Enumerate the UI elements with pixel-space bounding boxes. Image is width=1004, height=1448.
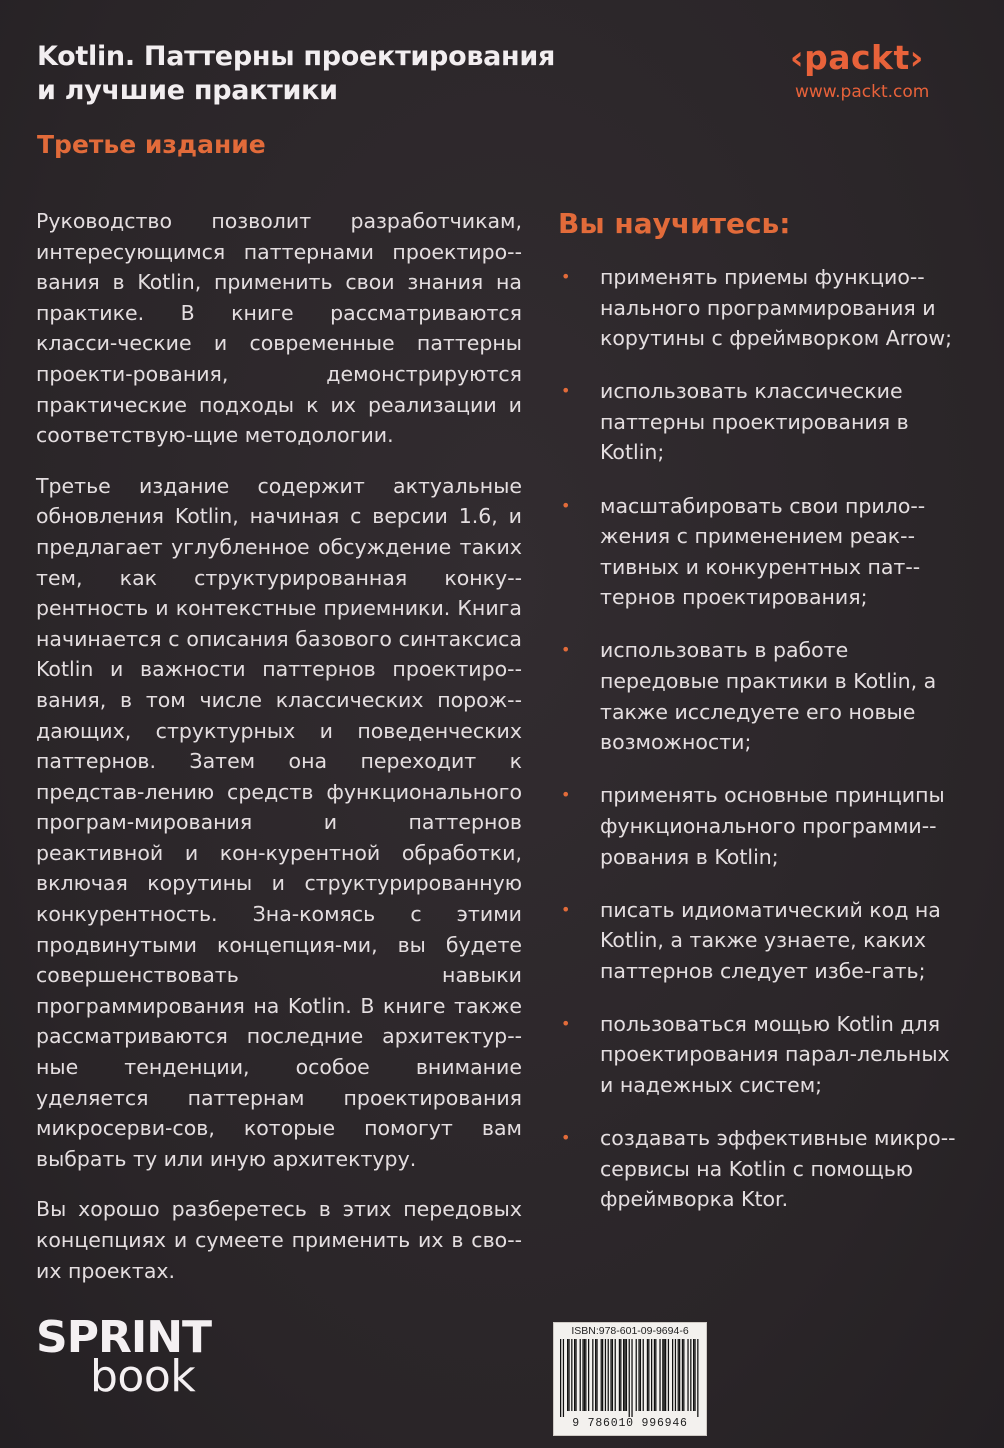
barcode-bar (596, 1339, 597, 1411)
barcode-bar (615, 1339, 616, 1411)
barcode-bar (631, 1339, 632, 1417)
barcode-bar (629, 1339, 630, 1417)
isbn-barcode-block (553, 1322, 707, 1436)
list-item (558, 895, 958, 987)
barcode-bar (683, 1339, 684, 1411)
barcode-bar (647, 1339, 648, 1411)
description-paragraph-2: Третье издание содержит актуальные обновления Kotlin, начиная с версии 1.6, и предлагает углубленное обсуждение таких тем, как структурированная конку-рентность и контекстные приемники. Книга начинается с описания базового синтаксиса Kotlin и важности паттернов проектиро-вания, в том числе классических порож-дающих, структурных и поведенческих паттернов. Затем она переходит к представ-лению средств функционального програм-мирования и паттернов реактивной и кон-курентной обработки, включая корутины и структурированную конкурентность. Зна-комясь с этими продвинутыми концепция-ми, вы будете совершенствовать навыки программирования на Kotlin. В книге также рассматриваются последние архитектур-ные тенденции, особое внимание уделяется паттернам проектирования микросерви-сов, которые помогут вам выбрать ту или иную архитектуру. (36, 473, 522, 1171)
barcode-bar (626, 1339, 627, 1411)
barcode-bar (571, 1339, 572, 1411)
barcode-bar (574, 1339, 575, 1411)
barcode-bar (655, 1339, 656, 1411)
title-line-1: Kotlin. Паттерны проектирования (37, 41, 556, 72)
barcode-bar (693, 1339, 694, 1411)
bullet-icon: • (561, 785, 571, 805)
barcode-bar (638, 1339, 639, 1411)
packt-logo: ‹packt› (790, 38, 924, 77)
book-title (37, 40, 657, 108)
description (36, 206, 522, 1306)
barcode-bar (563, 1339, 564, 1417)
barcode-bar (643, 1339, 644, 1411)
barcode-bar (665, 1339, 666, 1411)
publisher-url: www.packt.com (795, 82, 930, 102)
learn-list (558, 262, 958, 1237)
list-item (558, 1009, 958, 1101)
barcode-bar (651, 1339, 652, 1411)
barcode-bar (623, 1339, 624, 1411)
barcode-bar (568, 1339, 569, 1411)
isbn-digits: 9 786010 996946 (572, 1417, 688, 1430)
barcode-bar (636, 1339, 637, 1411)
barcode-bar (678, 1339, 679, 1411)
barcode-bar (575, 1339, 576, 1411)
barcode-bar (672, 1339, 673, 1411)
description-paragraph-3: Вы хорошо разберетесь в этих передовых концепциях и сумеете применить их в сво-их проектах. (36, 1197, 522, 1283)
list-item (558, 635, 958, 757)
barcode-bar (588, 1339, 589, 1411)
list-item-text: использовать классические паттерны проектирования в Kotlin; (600, 379, 909, 465)
list-item-text: писать идиоматический код на Kotlin, а также узнаете, каких паттернов следует избе-гать; (600, 897, 941, 983)
list-item (558, 780, 958, 872)
barcode-bar (687, 1339, 688, 1411)
list-item (558, 1123, 958, 1215)
barcode-bar (608, 1339, 609, 1411)
barcode-bar (610, 1339, 611, 1411)
barcode-bar (595, 1339, 596, 1411)
description-paragraph-1: Руководство позволит разработчикам, интересующимся паттернами проектиро-вания в Kotlin, применить свои знания на практике. В книге рассматриваются класси-ческие и современные паттерны проекти-рования, демонстрируются практические подходы к их реализации и соответствую-щие методологии. (36, 209, 522, 448)
barcode-bar (668, 1339, 669, 1411)
bullet-icon: • (561, 640, 571, 660)
list-item-text: применять основные принципы функционального программи-рования в Kotlin; (600, 783, 945, 869)
list-item-text: применять приемы функцио-нального программирования и корутины с фреймворком Arrow; (600, 265, 952, 351)
bullet-icon: • (561, 1128, 571, 1148)
list-item-text: создавать эффективные микро-сервисы на Kotlin с помощью фреймворка Ktor. (600, 1126, 956, 1212)
list-item-text: использовать в работе передовые практики в Kotlin, а также исследуете его новые возможности; (600, 638, 937, 755)
barcode-bar (664, 1339, 665, 1411)
bullet-icon: • (561, 899, 571, 919)
isbn-label: ISBN:978-601-09-9694-6 (571, 1325, 689, 1337)
barcode-bar (679, 1339, 680, 1411)
barcode-bar (580, 1339, 581, 1411)
list-item (558, 376, 958, 468)
barcode-bar (690, 1339, 691, 1411)
barcode-bar (605, 1339, 606, 1411)
barcode-bar (682, 1339, 683, 1411)
barcode-bar (648, 1339, 649, 1411)
barcode-bar (675, 1339, 676, 1411)
list-item-text: пользоваться мощью Kotlin для проектирования парал-лельных и надежных систем; (600, 1011, 950, 1098)
barcode-bar (567, 1339, 568, 1411)
barcode-bar (654, 1339, 655, 1411)
list-item (558, 491, 958, 613)
bullet-icon: • (561, 267, 571, 286)
barcode-bar (620, 1339, 621, 1411)
barcode-bar (601, 1339, 602, 1411)
barcode-bar (624, 1339, 625, 1411)
barcode-bar (659, 1339, 660, 1411)
barcode-bar (697, 1339, 698, 1417)
list-item (558, 262, 958, 354)
title-line-2: и лучшие практики (37, 75, 338, 106)
barcode-bar (585, 1339, 586, 1411)
barcode-bar (662, 1339, 663, 1411)
barcode-bar (602, 1339, 603, 1411)
barcode-bar (582, 1339, 583, 1411)
barcode-icon (560, 1339, 700, 1417)
barcode-bar (560, 1339, 561, 1417)
barcode-bar (592, 1339, 593, 1411)
edition-label: Третье издание (37, 130, 266, 159)
bullet-icon: • (561, 495, 571, 515)
barcode-bar (612, 1339, 613, 1411)
learn-heading: Вы научитесь: (558, 207, 791, 240)
barcode-bar (694, 1339, 695, 1411)
bullet-icon: • (561, 1013, 571, 1033)
sprint-book-logo-subtitle: book (90, 1351, 196, 1402)
list-item-text: масштабировать свои прило-жения с применением реак-тивных и конкурентных пат-тернов проектирования; (600, 493, 926, 610)
bullet-icon: • (561, 381, 571, 401)
barcode-bar (640, 1339, 641, 1411)
barcode-bar (619, 1339, 620, 1411)
sprint-book-logo: SPRINT (36, 1312, 212, 1363)
barcode-bar (584, 1339, 585, 1411)
